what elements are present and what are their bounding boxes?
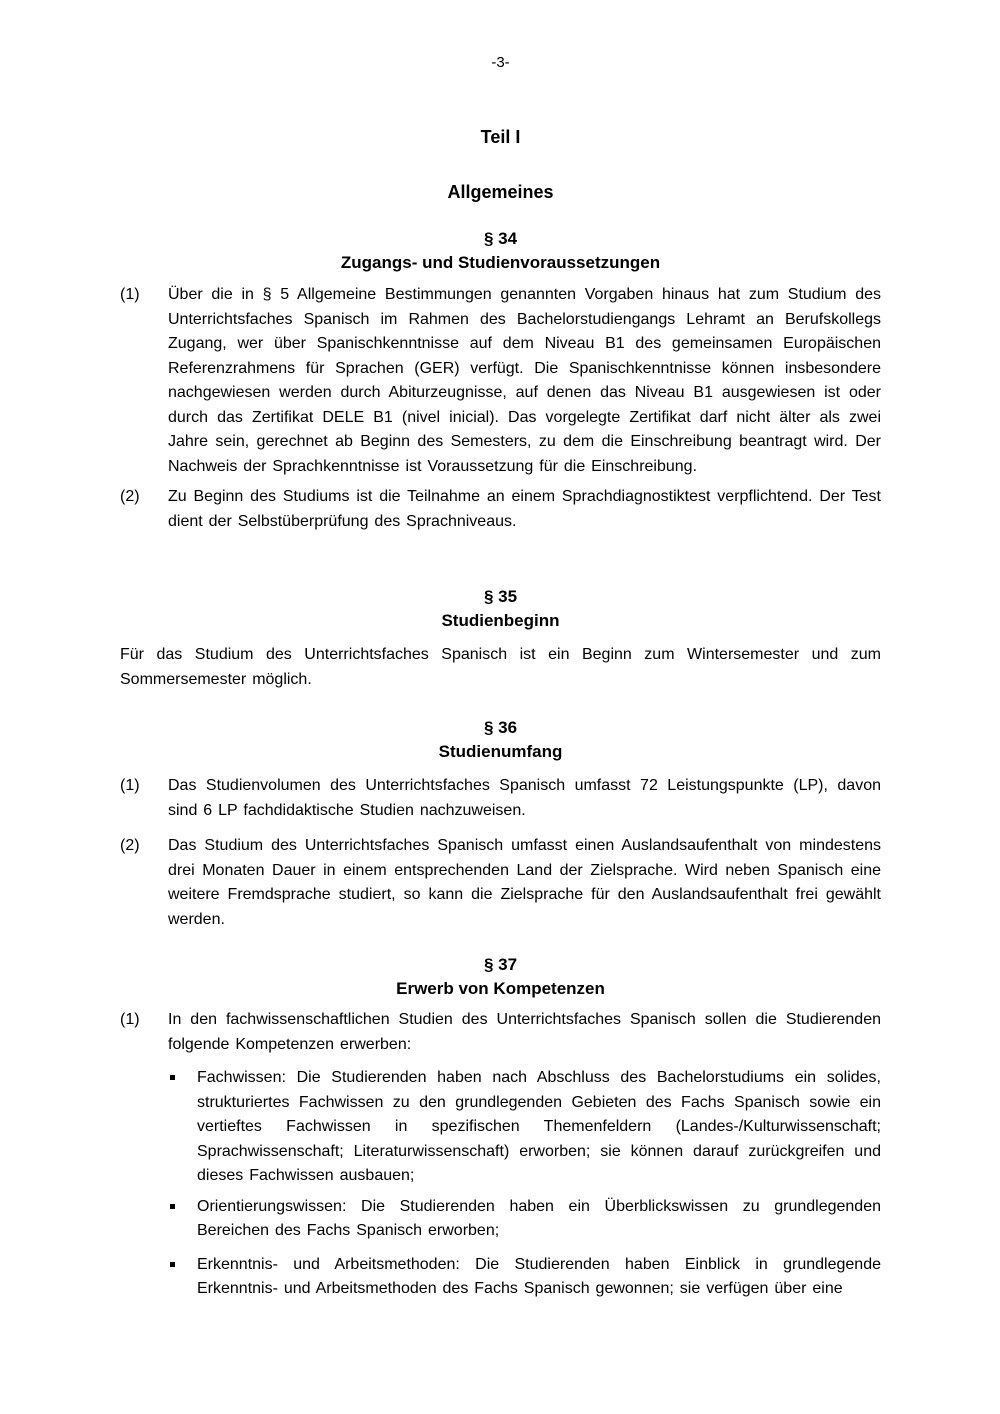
- section-title: Studienbeginn: [441, 611, 560, 630]
- list-item-fachwissen: [168, 1066, 881, 1189]
- paragraph-number: (2): [120, 837, 140, 854]
- square-bullet-icon: [168, 1066, 197, 1091]
- paragraph-35-body: Für das Studium des Unterrichtsfaches Spanisch ist ein Beginn zum Wintersemester und zum Sommersemester möglich.: [120, 646, 881, 688]
- paragraph-text: Über die in § 5 Allgemeine Bestimmungen genannten Vorgaben hinaus hat zum Studium des Unterrichtsfaches Spanisch im Rahmen des Bachelorstudiengangs Lehramt an Berufskollegs Zugang, wer über Spanischkenntnisse auf dem Niveau B1 des gemeinsamen Europäischen Referenzrahmens für Sprachen (GER) verfügt. Die Spanischkenntnisse können insbesondere nachgewiesen werden durch Abiturzeugnisse, auf denen das Niveau B1 ausgewiesen ist oder durch das Zertifikat DELE B1 (nivel inicial). Das vorgelegte Zertifikat darf nicht älter als zwei Jahre sein, gerechnet ab Beginn des Semesters, zu dem die Einschreibung beantragt wird. Der Nachweis der Sprachkenntnisse ist Voraussetzung für die Einschreibung.: [168, 286, 881, 475]
- section-number: § 35: [483, 587, 518, 606]
- section-number: § 36: [483, 718, 518, 737]
- list-item-orientierungswissen: [168, 1195, 881, 1244]
- section-number: § 37: [483, 955, 518, 974]
- part-subtitle: Allgemeines: [447, 182, 554, 202]
- paragraph-34-2: [120, 485, 881, 534]
- square-bullet-icon: [168, 1253, 197, 1278]
- section-title: Erwerb von Kompetenzen: [396, 979, 605, 998]
- section-title: Zugangs- und Studienvoraussetzungen: [340, 253, 661, 272]
- part-title: Teil I: [480, 127, 521, 147]
- paragraph-number: (2): [120, 488, 140, 505]
- paragraph-number: (1): [120, 1011, 140, 1028]
- page-number: -3-: [491, 54, 510, 71]
- section-heading-34: [120, 227, 881, 275]
- paragraph-36-2: [120, 834, 881, 932]
- paragraph-number: (1): [120, 777, 140, 794]
- section-title: Studienumfang: [438, 742, 563, 761]
- list-item-text: Orientierungswissen: Die Studierenden haben ein Überblickswissen zu grundlegenden Bereichen des Fachs Spanisch erworben;: [197, 1197, 881, 1239]
- paragraph-34-1: [120, 283, 881, 479]
- paragraph-text: Zu Beginn des Studiums ist die Teilnahme an einem Sprachdiagnostiktest verpflichtend. Der Test dient der Selbstüberprüfung des Sprachniveaus.: [168, 488, 881, 530]
- paragraph-text: In den fachwissenschaftlichen Studien des Unterrichtsfaches Spanisch sollen die Studierenden folgende Kompetenzen erwerben:: [168, 1011, 881, 1053]
- paragraph-number: (1): [120, 286, 140, 303]
- paragraph-37-1: [120, 1008, 881, 1057]
- section-heading-37: [120, 953, 881, 1001]
- square-bullet-icon: [168, 1195, 197, 1220]
- list-item-erkenntnis-arbeitsmethoden: [168, 1253, 881, 1302]
- list-item-text: Fachwissen: Die Studierenden haben nach Abschluss des Bachelorstudiums ein solides, strukturiertes Fachwissen zu den grundlegenden Gebieten des Fachs Spanisch sowie ein vertieftes Fachwissen in spezifischen Themenfeldern (Landes-/Kulturwissenschaft; Sprachwissenschaft; Literaturwissenschaft) erworben; sie können darauf zurückgreifen und dieses Fachwissen ausbauen;: [197, 1069, 881, 1184]
- section-number: § 34: [483, 229, 518, 248]
- section-heading-36: [120, 716, 881, 764]
- paragraph-text: Das Studienvolumen des Unterrichtsfaches Spanisch umfasst 72 Leistungspunkte (LP), davon sind 6 LP fachdidaktische Studien nachzuweisen.: [168, 777, 881, 819]
- section-heading-35: [120, 585, 881, 633]
- paragraph-36-1: [120, 774, 881, 823]
- paragraph-text: Das Studium des Unterrichtsfaches Spanisch umfasst einen Auslandsaufenthalt von mindestens drei Monaten Dauer in einem entsprechenden Land der Zielsprache. Wird neben Spanisch eine weitere Fremdsprache studiert, so kann die Zielsprache für den Auslandsaufenthalt frei gewählt werden.: [168, 837, 881, 928]
- list-item-text: Erkenntnis- und Arbeitsmethoden: Die Studierenden haben Einblick in grundlegende Erkenntnis- und Arbeitsmethoden des Fachs Spanisch gewonnen; sie verfügen über eine: [197, 1255, 881, 1297]
